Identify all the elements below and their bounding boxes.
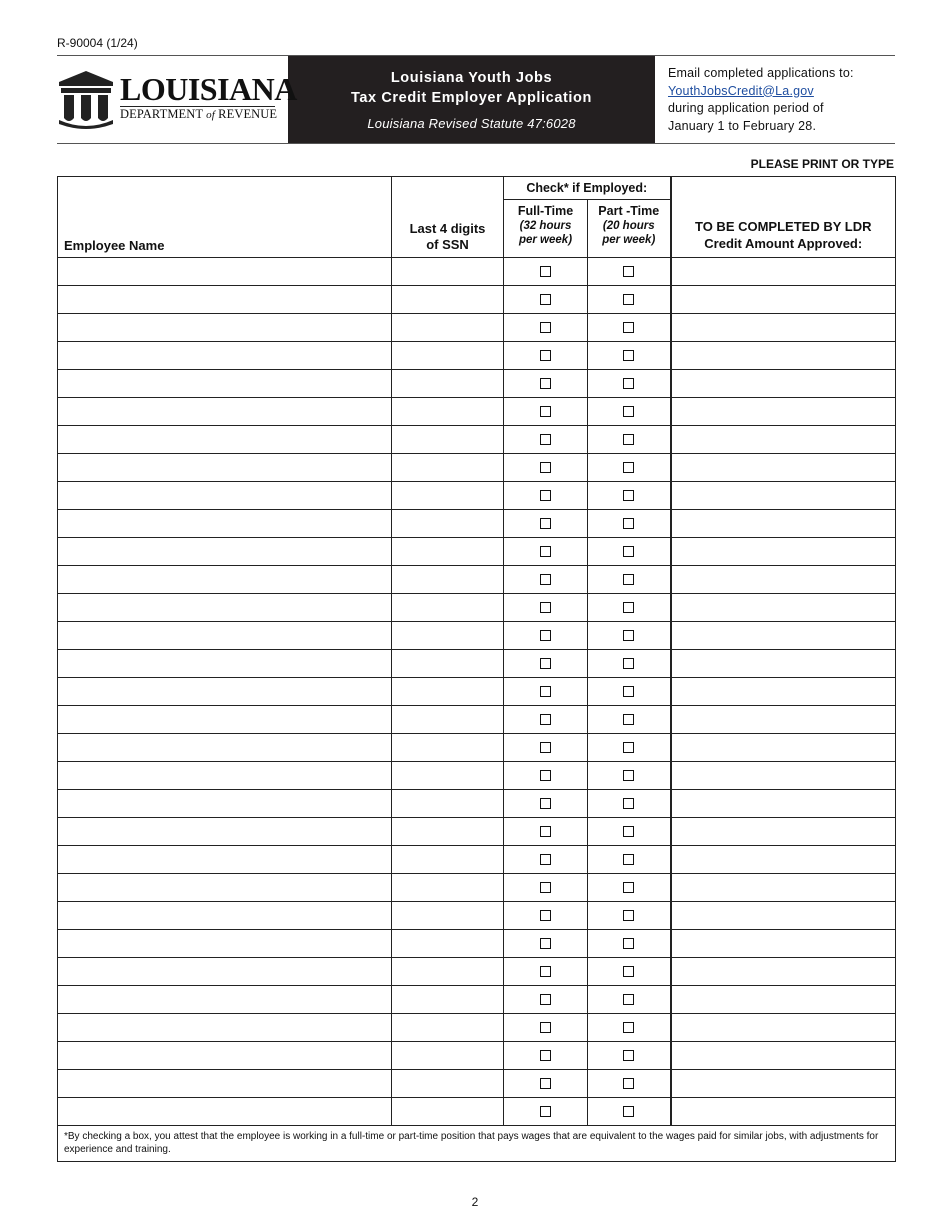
employee-name-field[interactable]: [58, 426, 392, 454]
checkbox-square[interactable]: [623, 658, 634, 669]
full-time-checkbox[interactable]: [504, 958, 588, 986]
checkbox-square[interactable]: [623, 546, 634, 557]
checkbox-square[interactable]: [540, 574, 551, 585]
part-time-checkbox[interactable]: [588, 482, 671, 510]
checkbox-square[interactable]: [623, 966, 634, 977]
header-ssn: Last 4 digits of SSN: [392, 177, 504, 258]
table-row: [58, 1014, 896, 1042]
full-time-checkbox[interactable]: [504, 594, 588, 622]
credit-amount-field[interactable]: [671, 314, 896, 342]
full-time-checkbox[interactable]: [504, 258, 588, 286]
part-time-checkbox[interactable]: [588, 1014, 671, 1042]
part-time-checkbox[interactable]: [588, 790, 671, 818]
credit-amount-field[interactable]: [671, 1042, 896, 1070]
ssn-last4-field[interactable]: [392, 762, 504, 790]
table-row: [58, 958, 896, 986]
full-time-checkbox[interactable]: [504, 874, 588, 902]
credit-amount-field[interactable]: [671, 650, 896, 678]
ssn-last4-field[interactable]: [392, 1014, 504, 1042]
credit-amount-field[interactable]: [671, 930, 896, 958]
full-time-checkbox[interactable]: [504, 510, 588, 538]
full-time-checkbox[interactable]: [504, 1042, 588, 1070]
ssn-last4-field[interactable]: [392, 874, 504, 902]
table-row: [58, 678, 896, 706]
ssn-last4-field[interactable]: [392, 706, 504, 734]
employee-name-field[interactable]: [58, 1014, 392, 1042]
table-row: [58, 762, 896, 790]
credit-amount-field[interactable]: [671, 482, 896, 510]
ssn-last4-field[interactable]: [392, 342, 504, 370]
header-full-time: Full-Time (32 hours per week): [504, 200, 588, 258]
form-title-line1: Louisiana Youth Jobs: [390, 70, 553, 86]
ssn-last4-field[interactable]: [392, 622, 504, 650]
part-time-checkbox[interactable]: [588, 706, 671, 734]
checkbox-square[interactable]: [540, 406, 551, 417]
ssn-last4-field[interactable]: [392, 734, 504, 762]
full-time-checkbox[interactable]: [504, 706, 588, 734]
employee-table: [57, 176, 896, 1162]
period-line2: January 1 to February 28.: [668, 118, 817, 133]
credit-amount-field[interactable]: [671, 258, 896, 286]
table-row: [58, 846, 896, 874]
employee-name-field[interactable]: [58, 538, 392, 566]
form-title-line2: Tax Credit Employer Application: [351, 90, 592, 106]
full-time-checkbox[interactable]: [504, 454, 588, 482]
employee-name-field[interactable]: [58, 762, 392, 790]
checkbox-square[interactable]: [623, 882, 634, 893]
part-time-checkbox[interactable]: [588, 454, 671, 482]
header-employee-name: Employee Name: [58, 177, 392, 258]
table-row: [58, 734, 896, 762]
table-row: [58, 986, 896, 1014]
header-part-time: Part -Time (20 hours per week): [588, 200, 671, 258]
checkbox-square[interactable]: [540, 1050, 551, 1061]
checkbox-square[interactable]: [623, 798, 634, 809]
ssn-last4-field[interactable]: [392, 454, 504, 482]
table-row: [58, 622, 896, 650]
employee-name-field[interactable]: [58, 594, 392, 622]
table-row: [58, 1042, 896, 1070]
credit-amount-field[interactable]: [671, 566, 896, 594]
table-row: [58, 398, 896, 426]
full-time-checkbox[interactable]: [504, 818, 588, 846]
checkbox-square[interactable]: [540, 350, 551, 361]
ssn-last4-field[interactable]: [392, 566, 504, 594]
table-row: [58, 426, 896, 454]
ssn-last4-field[interactable]: [392, 538, 504, 566]
employee-name-field[interactable]: [58, 790, 392, 818]
table-row: [58, 930, 896, 958]
print-note: PLEASE PRINT OR TYPE: [750, 157, 894, 171]
table-row: [58, 454, 896, 482]
checkbox-square[interactable]: [540, 994, 551, 1005]
table-row: [58, 818, 896, 846]
checkbox-square[interactable]: [623, 434, 634, 445]
credit-amount-field[interactable]: [671, 1014, 896, 1042]
employee-name-field[interactable]: [58, 846, 392, 874]
ssn-last4-field[interactable]: [392, 790, 504, 818]
checkbox-square[interactable]: [623, 266, 634, 277]
employee-name-field[interactable]: [58, 566, 392, 594]
full-time-checkbox[interactable]: [504, 370, 588, 398]
checkbox-square[interactable]: [540, 1106, 551, 1117]
checkbox-square[interactable]: [623, 742, 634, 753]
ssn-last4-field[interactable]: [392, 314, 504, 342]
credit-amount-field[interactable]: [671, 874, 896, 902]
ssn-last4-field[interactable]: [392, 398, 504, 426]
employee-name-field[interactable]: [58, 510, 392, 538]
full-time-checkbox[interactable]: [504, 762, 588, 790]
full-time-checkbox[interactable]: [504, 930, 588, 958]
ssn-last4-field[interactable]: [392, 258, 504, 286]
table-row: [58, 594, 896, 622]
checkbox-square[interactable]: [623, 910, 634, 921]
table-row: [58, 1098, 896, 1126]
credit-amount-field[interactable]: [671, 342, 896, 370]
part-time-checkbox[interactable]: [588, 622, 671, 650]
checkbox-square[interactable]: [623, 406, 634, 417]
checkbox-square[interactable]: [623, 826, 634, 837]
employee-name-field[interactable]: [58, 958, 392, 986]
ssn-last4-field[interactable]: [392, 426, 504, 454]
credit-amount-field[interactable]: [671, 706, 896, 734]
employee-rows: [58, 258, 896, 1126]
full-time-checkbox[interactable]: [504, 678, 588, 706]
table-row: [58, 286, 896, 314]
ssn-last4-field[interactable]: [392, 930, 504, 958]
checkbox-square[interactable]: [623, 1078, 634, 1089]
checkbox-square[interactable]: [540, 686, 551, 697]
part-time-checkbox[interactable]: [588, 566, 671, 594]
logo-wordmark: LOUISIANA: [120, 71, 297, 107]
employee-name-field[interactable]: [58, 874, 392, 902]
checkbox-square[interactable]: [540, 434, 551, 445]
employee-name-field[interactable]: [58, 454, 392, 482]
checkbox-square[interactable]: [540, 826, 551, 837]
credit-amount-field[interactable]: [671, 538, 896, 566]
form-header: [57, 55, 895, 144]
table-row: [58, 538, 896, 566]
checkbox-square[interactable]: [540, 714, 551, 725]
checkbox-square[interactable]: [540, 630, 551, 641]
credit-amount-field[interactable]: [671, 734, 896, 762]
ssn-last4-field[interactable]: [392, 482, 504, 510]
checkbox-square[interactable]: [623, 1022, 634, 1033]
credit-amount-field[interactable]: [671, 1098, 896, 1126]
form-code: R-90004 (1/24): [57, 36, 138, 50]
credit-amount-field[interactable]: [671, 958, 896, 986]
part-time-checkbox[interactable]: [588, 734, 671, 762]
checkbox-square[interactable]: [540, 518, 551, 529]
checkbox-square[interactable]: [623, 378, 634, 389]
part-time-checkbox[interactable]: [588, 314, 671, 342]
capitol-columns-icon: [57, 70, 115, 130]
employee-name-field[interactable]: [58, 902, 392, 930]
logo-subtitle: DEPARTMENT of REVENUE: [120, 107, 278, 121]
checkbox-square[interactable]: [540, 742, 551, 753]
checkbox-square[interactable]: [540, 966, 551, 977]
credit-amount-field[interactable]: [671, 398, 896, 426]
full-time-checkbox[interactable]: [504, 790, 588, 818]
checkbox-square[interactable]: [540, 910, 551, 921]
credit-amount-field[interactable]: [671, 594, 896, 622]
full-time-checkbox[interactable]: [504, 482, 588, 510]
full-time-checkbox[interactable]: [504, 846, 588, 874]
checkbox-square[interactable]: [623, 294, 634, 305]
checkbox-square[interactable]: [540, 294, 551, 305]
credit-amount-field[interactable]: [671, 762, 896, 790]
checkbox-square[interactable]: [540, 322, 551, 333]
checkbox-square[interactable]: [540, 658, 551, 669]
part-time-checkbox[interactable]: [588, 650, 671, 678]
employee-name-field[interactable]: [58, 342, 392, 370]
ssn-last4-field[interactable]: [392, 1042, 504, 1070]
employee-name-field[interactable]: [58, 1070, 392, 1098]
part-time-checkbox[interactable]: [588, 1042, 671, 1070]
part-time-checkbox[interactable]: [588, 930, 671, 958]
ssn-last4-field[interactable]: [392, 286, 504, 314]
statute-reference: Louisiana Revised Statute 47:6028: [367, 116, 576, 131]
ssn-last4-field[interactable]: [392, 902, 504, 930]
checkbox-square[interactable]: [540, 378, 551, 389]
employee-name-field[interactable]: [58, 398, 392, 426]
checkbox-square[interactable]: [540, 462, 551, 473]
employee-name-field[interactable]: [58, 650, 392, 678]
table-row: [58, 342, 896, 370]
checkbox-square[interactable]: [540, 798, 551, 809]
full-time-checkbox[interactable]: [504, 538, 588, 566]
part-time-checkbox[interactable]: [588, 762, 671, 790]
ssn-last4-field[interactable]: [392, 678, 504, 706]
credit-amount-field[interactable]: [671, 678, 896, 706]
credit-amount-field[interactable]: [671, 426, 896, 454]
credit-amount-field[interactable]: [671, 1070, 896, 1098]
checkbox-square[interactable]: [623, 938, 634, 949]
credit-amount-field[interactable]: [671, 846, 896, 874]
full-time-checkbox[interactable]: [504, 1098, 588, 1126]
part-time-checkbox[interactable]: [588, 426, 671, 454]
part-time-checkbox[interactable]: [588, 986, 671, 1014]
part-time-checkbox[interactable]: [588, 398, 671, 426]
credit-amount-field[interactable]: [671, 286, 896, 314]
checkbox-square[interactable]: [623, 322, 634, 333]
employee-name-field[interactable]: [58, 930, 392, 958]
credit-amount-field[interactable]: [671, 818, 896, 846]
table-row: [58, 650, 896, 678]
full-time-checkbox[interactable]: [504, 986, 588, 1014]
part-time-checkbox[interactable]: [588, 818, 671, 846]
part-time-checkbox[interactable]: [588, 510, 671, 538]
full-time-checkbox[interactable]: [504, 1070, 588, 1098]
part-time-checkbox[interactable]: [588, 342, 671, 370]
employee-name-field[interactable]: [58, 482, 392, 510]
table-row: [58, 1070, 896, 1098]
checkbox-square[interactable]: [540, 938, 551, 949]
ldr-logo: [57, 56, 297, 143]
checkbox-square[interactable]: [540, 490, 551, 501]
full-time-checkbox[interactable]: [504, 286, 588, 314]
full-time-checkbox[interactable]: [504, 622, 588, 650]
part-time-checkbox[interactable]: [588, 678, 671, 706]
credit-amount-field[interactable]: [671, 902, 896, 930]
part-time-checkbox[interactable]: [588, 1098, 671, 1126]
employee-name-field[interactable]: [58, 986, 392, 1014]
credit-amount-field[interactable]: [671, 622, 896, 650]
employee-name-field[interactable]: [58, 678, 392, 706]
part-time-checkbox[interactable]: [588, 370, 671, 398]
table-row: [58, 874, 896, 902]
full-time-checkbox[interactable]: [504, 734, 588, 762]
table-row: [58, 790, 896, 818]
ssn-last4-field[interactable]: [392, 958, 504, 986]
employee-name-field[interactable]: [58, 818, 392, 846]
credit-amount-field[interactable]: [671, 986, 896, 1014]
ssn-last4-field[interactable]: [392, 818, 504, 846]
title-banner: [288, 56, 655, 143]
ssn-last4-field[interactable]: [392, 510, 504, 538]
table-row: [58, 706, 896, 734]
part-time-checkbox[interactable]: [588, 846, 671, 874]
checkbox-square[interactable]: [540, 854, 551, 865]
header-check-employed: Check* if Employed:: [504, 177, 671, 200]
full-time-checkbox[interactable]: [504, 426, 588, 454]
page-number: 2: [471, 1195, 479, 1209]
part-time-checkbox[interactable]: [588, 594, 671, 622]
checkbox-square[interactable]: [623, 1050, 634, 1061]
ssn-last4-field[interactable]: [392, 370, 504, 398]
part-time-checkbox[interactable]: [588, 538, 671, 566]
credit-amount-field[interactable]: [671, 790, 896, 818]
ssn-last4-field[interactable]: [392, 594, 504, 622]
checkbox-square[interactable]: [623, 994, 634, 1005]
ssn-last4-field[interactable]: [392, 1098, 504, 1126]
part-time-checkbox[interactable]: [588, 258, 671, 286]
employee-name-field[interactable]: [58, 1042, 392, 1070]
credit-amount-field[interactable]: [671, 454, 896, 482]
checkbox-square[interactable]: [623, 490, 634, 501]
checkbox-square[interactable]: [623, 714, 634, 725]
checkbox-square[interactable]: [623, 350, 634, 361]
employee-name-field[interactable]: [58, 622, 392, 650]
employee-name-field[interactable]: [58, 370, 392, 398]
part-time-checkbox[interactable]: [588, 958, 671, 986]
email-intro: Email completed applications to:: [668, 66, 854, 80]
full-time-checkbox[interactable]: [504, 566, 588, 594]
email-link[interactable]: YouthJobsCredit@La.gov: [668, 83, 814, 98]
employee-name-field[interactable]: [58, 314, 392, 342]
table-row: [58, 510, 896, 538]
table-row: [58, 902, 896, 930]
full-time-checkbox[interactable]: [504, 1014, 588, 1042]
checkbox-square[interactable]: [623, 1106, 634, 1117]
ssn-last4-field[interactable]: [392, 986, 504, 1014]
footnote: *By checking a box, you attest that the employee is working in a full-time or part-time position that pays wages that are equivalent to the wages paid for similar jobs, with adjustments for experience and training.: [58, 1126, 896, 1162]
employee-name-field[interactable]: [58, 1098, 392, 1126]
employee-name-field[interactable]: [58, 734, 392, 762]
checkbox-square[interactable]: [540, 266, 551, 277]
period-line1: during application period of: [668, 101, 824, 115]
ssn-last4-field[interactable]: [392, 1070, 504, 1098]
employee-name-field[interactable]: [58, 286, 392, 314]
ssn-last4-field[interactable]: [392, 846, 504, 874]
checkbox-square[interactable]: [540, 1022, 551, 1033]
part-time-checkbox[interactable]: [588, 286, 671, 314]
checkbox-square[interactable]: [540, 1078, 551, 1089]
checkbox-square[interactable]: [540, 770, 551, 781]
checkbox-square[interactable]: [623, 462, 634, 473]
full-time-checkbox[interactable]: [504, 902, 588, 930]
header-ldr: TO BE COMPLETED BY LDR Credit Amount Approved:: [671, 177, 896, 258]
checkbox-square[interactable]: [540, 546, 551, 557]
checkbox-square[interactable]: [623, 686, 634, 697]
checkbox-square[interactable]: [540, 602, 551, 613]
table-row: [58, 258, 896, 286]
checkbox-square[interactable]: [623, 518, 634, 529]
credit-amount-field[interactable]: [671, 370, 896, 398]
full-time-checkbox[interactable]: [504, 314, 588, 342]
table-row: [58, 370, 896, 398]
employee-name-field[interactable]: [58, 706, 392, 734]
part-time-checkbox[interactable]: [588, 874, 671, 902]
full-time-checkbox[interactable]: [504, 398, 588, 426]
checkbox-square[interactable]: [623, 854, 634, 865]
table-row: [58, 314, 896, 342]
checkbox-square[interactable]: [623, 630, 634, 641]
ssn-last4-field[interactable]: [392, 650, 504, 678]
employee-name-field[interactable]: [58, 258, 392, 286]
checkbox-square[interactable]: [540, 882, 551, 893]
full-time-checkbox[interactable]: [504, 342, 588, 370]
part-time-checkbox[interactable]: [588, 1070, 671, 1098]
checkbox-square[interactable]: [623, 770, 634, 781]
table-row: [58, 482, 896, 510]
checkbox-square[interactable]: [623, 602, 634, 613]
checkbox-square[interactable]: [623, 574, 634, 585]
credit-amount-field[interactable]: [671, 510, 896, 538]
full-time-checkbox[interactable]: [504, 650, 588, 678]
submission-instructions: [655, 56, 895, 143]
part-time-checkbox[interactable]: [588, 902, 671, 930]
table-row: [58, 566, 896, 594]
